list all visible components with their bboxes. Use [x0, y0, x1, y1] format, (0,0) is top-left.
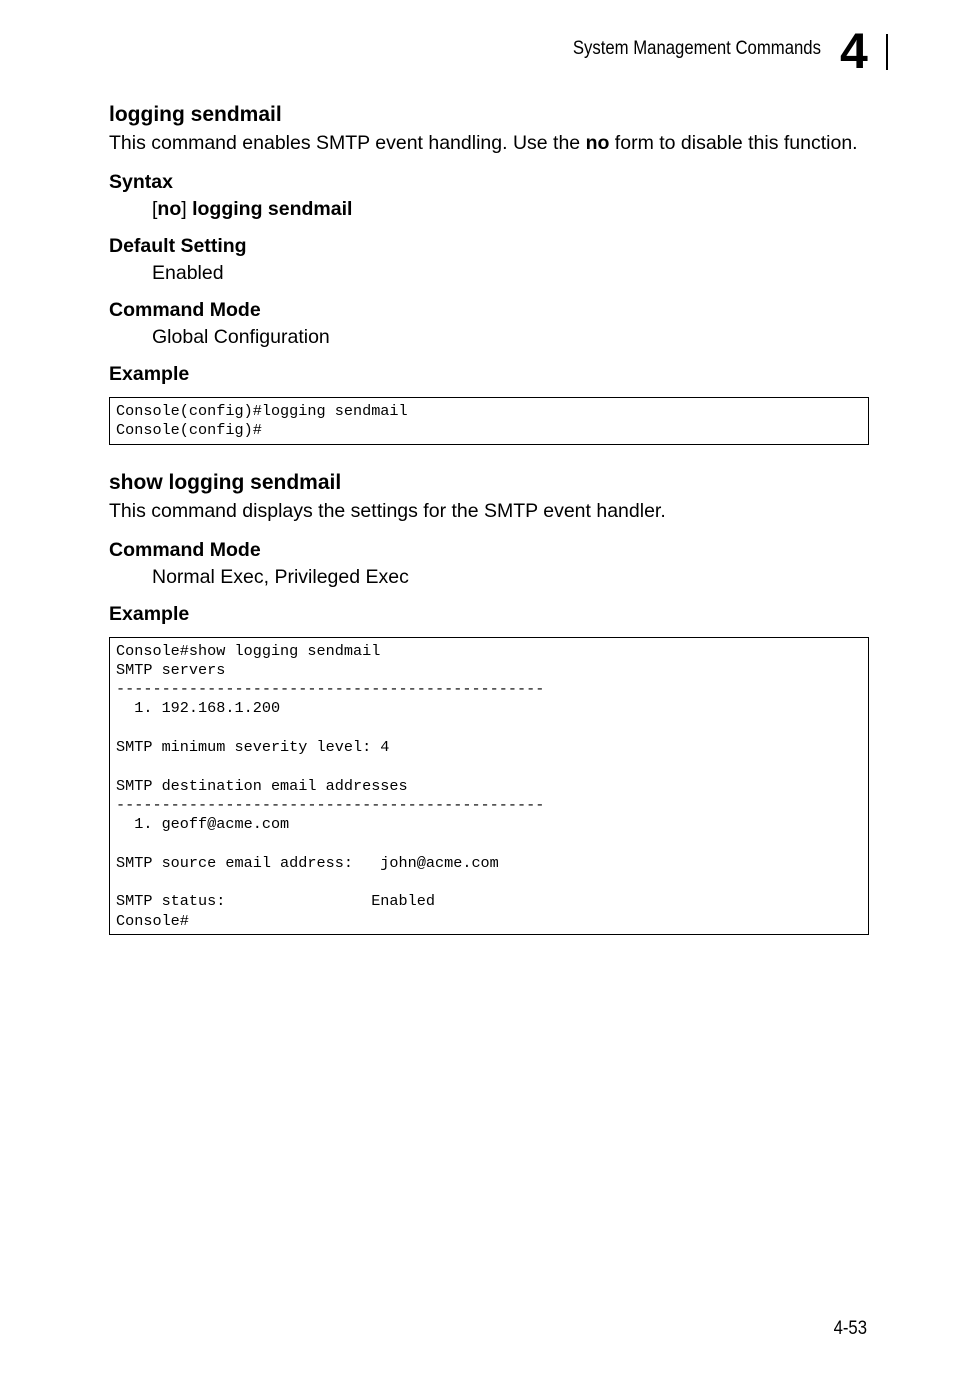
syntax-line — [152, 194, 869, 224]
command-mode-heading: Command Mode — [109, 538, 261, 561]
running-header-title: System Management Commands — [572, 38, 821, 59]
syntax-bracket-open: [ — [152, 198, 158, 220]
example-heading: Example — [109, 602, 190, 625]
syntax-bracket-close: ] — [181, 198, 193, 220]
example-heading: Example — [109, 363, 190, 385]
default-setting-heading: Default Setting — [109, 235, 247, 257]
syntax-heading: Syntax — [109, 171, 173, 193]
syntax-no-keyword: no — [157, 198, 182, 220]
chapter-divider — [886, 34, 888, 70]
command-mode-heading: Command Mode — [109, 299, 261, 321]
command-title: logging sendmail — [109, 103, 282, 126]
page-number: 4-53 — [833, 1318, 867, 1339]
logging-sendmail-section — [109, 100, 869, 445]
command-mode-value: Normal Exec, Privileged Exec — [152, 565, 409, 588]
example-code-block: Console(config)#logging sendmail Console(config)# — [109, 397, 869, 445]
syntax-command: logging sendmail — [192, 198, 353, 220]
description-text-end: form to disable this function. — [609, 132, 858, 154]
show-logging-sendmail-section — [109, 468, 869, 935]
description-text: This command enables SMTP event handling. Use the — [109, 132, 586, 154]
description-keyword: no — [585, 132, 610, 154]
command-mode-value: Global Configuration — [152, 326, 330, 348]
default-setting-value: Enabled — [152, 262, 224, 284]
chapter-number: 4 — [840, 23, 868, 79]
command-description: This command displays the settings for the SMTP event handler. — [109, 499, 666, 522]
command-description — [109, 130, 869, 156]
example-code-block: Console#show logging sendmail SMTP servers ----------------------------------------------- 1. 192.168.1.200 SMTP minimum severity level: 4 SMTP destination email addresses ----------------------------------------------- 1. geoff@acme.com SMTP source email address: john@acme.com SMTP status: Enabled Console# — [109, 637, 869, 935]
command-title: show logging sendmail — [109, 470, 342, 494]
page-content — [109, 100, 869, 935]
